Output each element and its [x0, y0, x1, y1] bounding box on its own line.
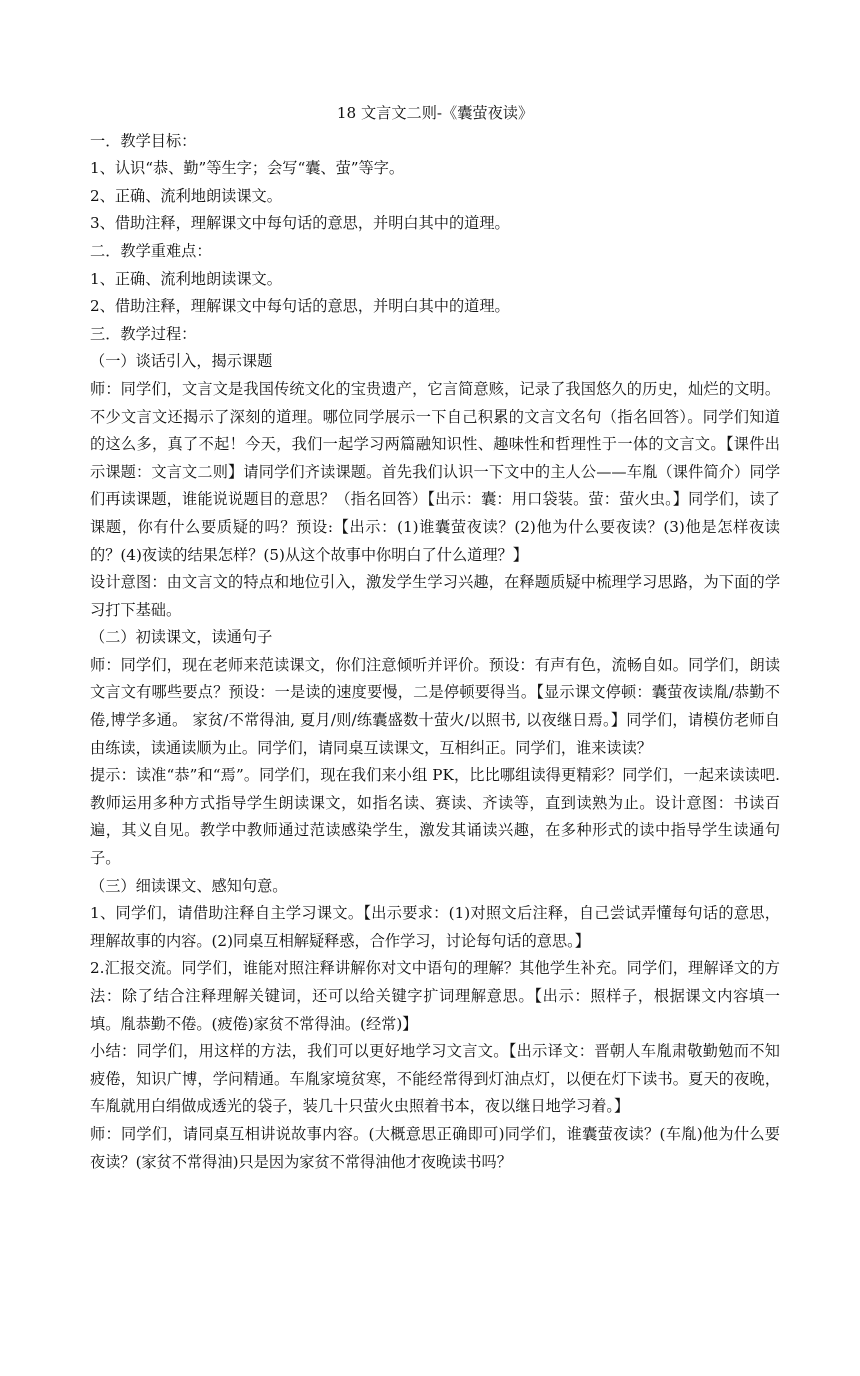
design-intent-paragraph: 设计意图：由文言文的特点和地位引入，激发学生学习兴趣，在释题质疑中梳理学习思路，为下面的学习打下基础。 [90, 573, 780, 619]
objective-item-3: 3、借助注释，理解课文中每句话的意思，并明白其中的道理。 [90, 214, 510, 233]
objective-item-1: 1、认识“恭、勤”等生字；会写“囊、萤”等字。 [90, 159, 405, 178]
document-title: 18 文言文二则-《囊萤夜读》 [336, 104, 534, 122]
subsection-heading-1: （一）谈话引入，揭示课题 [90, 352, 273, 371]
subsection-heading-2: （二）初读课文，读通句子 [90, 628, 273, 647]
document-page [90, 100, 780, 1176]
body-paragraph: 1、同学们，请借助注释自主学习课文。【出示要求：(1)对照文后注释，自己尝试弄懂每句话的意思，理解故事的内容。(2)同桌互相解疑释惑，合作学习，讨论每句话的意思。】 [90, 904, 780, 950]
body-paragraph: 师：同学们，现在老师来范读课文，你们注意倾听并评价。预设：有声有色，流畅自如。同学们，朗读文言文有哪些要点？预设：一是读的速度要慢，二是停顿要得当。【显示课文停顿：囊萤夜读胤/恭勤不倦,博学多通。 家贫/不常得油, 夏月/则/练囊盛数十萤火/以照书, 以夜继日焉。】同学们，请模仿老师自由练读，读通读顺为止。同学们，请同桌互读课文，互相纠正。同学们，谁来读读？ [90, 655, 780, 757]
summary-paragraph: 小结：同学们，用这样的方法，我们可以更好地学习文言文。【出示译文：晋朝人车胤肃敬勤勉而不知疲倦，知识广博，学问精通。车胤家境贫寒，不能经常得到灯油点灯，以便在灯下读书。夏天的夜晚，车胤就用白绢做成透光的袋子，装几十只萤火虫照着书本，夜以继日地学习着。】 [90, 1042, 780, 1116]
section-heading-objectives: 一．教学目标： [90, 131, 197, 150]
subsection-heading-3: （三）细读课文、感知句意。 [90, 876, 288, 895]
key-point-item-2: 2、借助注释，理解课文中每句话的意思，并明白其中的道理。 [90, 297, 510, 316]
section-heading-key-points: 二．教学重难点： [90, 241, 212, 260]
body-paragraph: 师：同学们，文言文是我国传统文化的宝贵遗产，它言简意赅，记录了我国悠久的历史，灿烂的文明。不少文言文还揭示了深刻的道理。哪位同学展示一下自己积累的文言文名句（指名回答）。同学们知道的这么多，真了不起！今天，我们一起学习两篇融知识性、趣味性和哲理性于一体的文言文。【课件出示课题：文言文二则】请同学们齐读课题。首先我们认识一下文中的主人公——车胤（课件简介）同学们再读课题，谁能说说题目的意思？（指名回答）【出示：囊：用口袋装。萤：萤火虫。】同学们，读了课题，你有什么要质疑的吗？预设:【出示：(1)谁囊萤夜读？(2)他为什么要夜读？(3)他是怎样夜读的？(4)夜读的结果怎样？(5)从这个故事中你明白了什么道理？】 [90, 379, 780, 564]
body-paragraph: 2.汇报交流。同学们，谁能对照注释讲解你对文中语句的理解？其他学生补充。同学们，理解译文的方法：除了结合注释理解关键词，还可以给关键字扩词理解意思。【出示：照样子，根据课文内容填一填。胤恭勤不倦。(疲倦)家贫不常得油。(经常)】 [90, 959, 780, 1033]
key-point-item-1: 1、正确、流利地朗读课文。 [90, 269, 282, 288]
body-paragraph: 提示：读准“恭”和“焉”。同学们，现在我们来小组 PK，比比哪组读得更精彩？同学们，一起来读读吧.教师运用多种方式指导学生朗读课文，如指名读、赛读、齐读等，直到读熟为止。设计意图：书读百遍，其义自见。教学中教师通过范读感染学生，激发其诵读兴趣，在多种形式的读中指导学生读通句子。 [90, 766, 780, 868]
section-heading-process: 三．教学过程： [90, 324, 197, 343]
objective-item-2: 2、正确、流利地朗读课文。 [90, 186, 282, 205]
body-paragraph: 师：同学们，请同桌互相讲说故事内容。(大概意思正确即可)同学们，谁囊萤夜读？(车胤)他为什么要夜读？(家贫不常得油)只是因为家贫不常得油他才夜晚读书吗？ [90, 1124, 780, 1171]
